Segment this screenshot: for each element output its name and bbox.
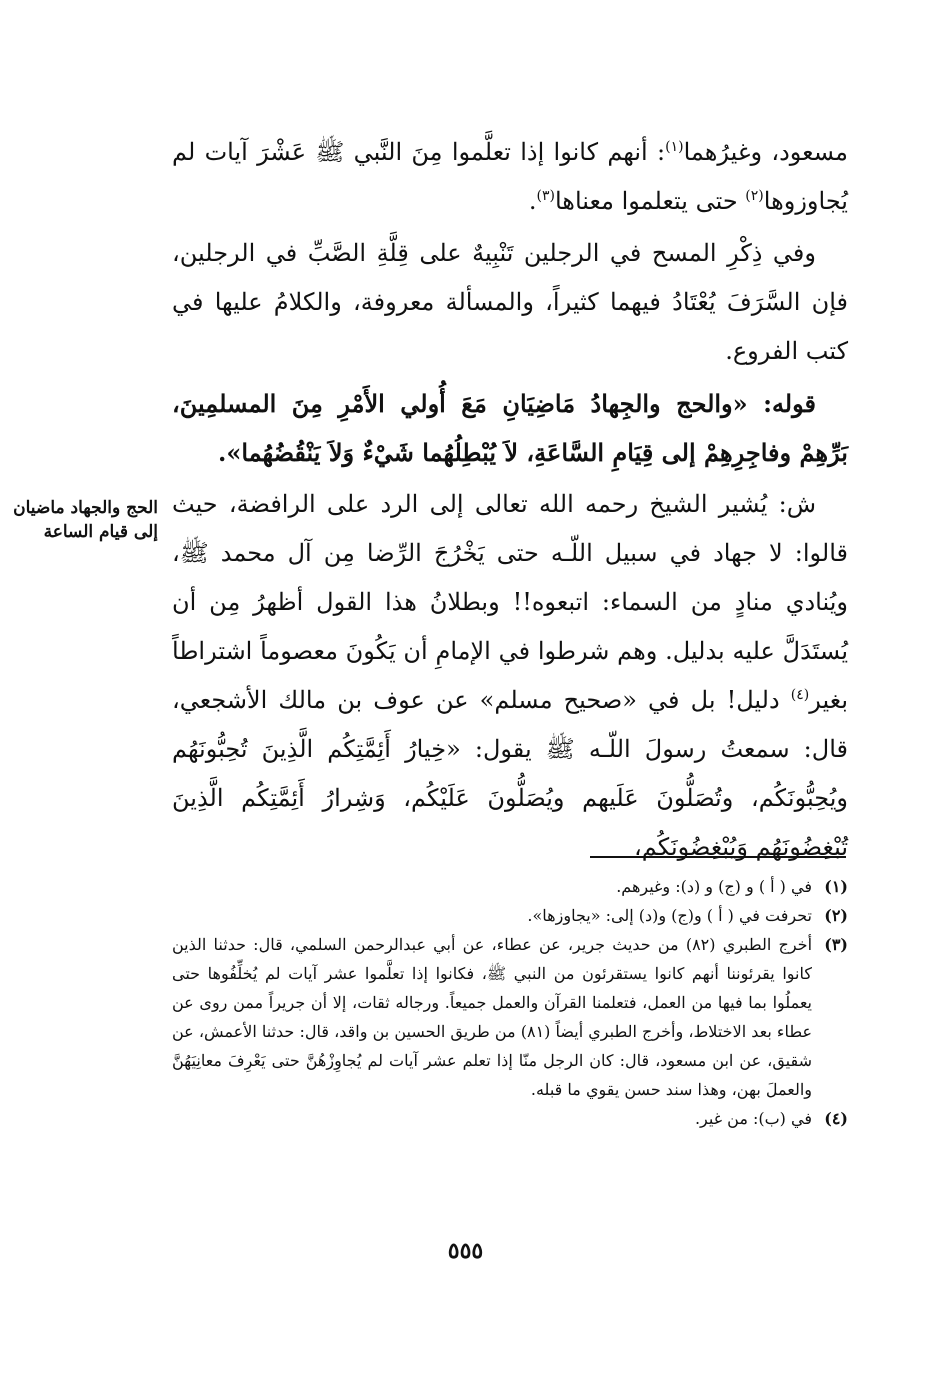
footnotes [172, 872, 848, 1133]
footnote-ref-3[interactable]: (٣) [536, 188, 555, 204]
footnote-number: (١) [824, 877, 848, 896]
text-span: مسعود، وغيرُهما [683, 138, 848, 166]
footnote-text: أخرج الطبري (٨٢) من حديث جرير، عن عطاء، عن أبي عبدالرحمن السلمي، قال: حدثنا الذين كانوا يقرئوننا أنهم كانوا يستقرئون من النبي ﷺ، فكانوا إذا تعلَّموا عشر آيات لم يُخلِّفُوها حتى يعملُوا بما فيها من العمل، فتعلمنا القرآن والعمل جميعاً. ورجاله ثقات، إلا أن جريراً ممن روى عن عطاء بعد الاختلاط، وأخرج الطبري أيضاً (٨١) من طريق الحسين بن واقد، قال: حدثنا الأعمش، عن شقيق، عن ابن مسعود، قال: كان الرجل منّا إذا تعلم عشر آيات لم يُجاوِزْهُنَّ حتى يَعْرِفَ معانِيَهُنَّ والعملَ بهن، وهذا سند حسن يقوي ما قبله. [172, 935, 813, 1099]
margin-heading: الحج والجهاد ماضيان إلى قيام الساعة [13, 498, 158, 542]
main-text [172, 128, 848, 872]
paragraph-4 [172, 480, 848, 872]
text-span: دليل! بل في «صحيح مسلم» عن عوف بن مالك الأشجعي، قال: سمعتُ رسولَ اللّـه ﷺ يقول: «خِيارُ أَئِمَّتِكُم الَّذِينَ تُحِبُّونَهُم ويُحِبُّونَكُم، وتُصَلُّونَ عَلَيهم ويُصَلُّونَ عَلَيْكُم، وَشِرارُ أَئِمَّتِكُم الَّذِينَ تُبْغِضُونَهُم وَيُبْغِضُونَكُم، [172, 686, 848, 861]
footnote-text: في ( أ ) و (ج) و (د): وغيرهم. [616, 877, 812, 896]
text-span: ش: يُشير الشيخ رحمه الله تعالى إلى الرد على الرافضة، حيث قالوا: لا جهاد في سبيل اللّـه حتى يَخْرُجَ الرِّضا مِن آل محمد ﷺ، ويُنادي منادٍ من السماء: اتبعوه!! وبطلانُ هذا القول أظهرُ مِن أن يُستَدَلَّ عليه بدليل. وهم شرطوا في الإمامِ أن يَكُونَ معصوماً اشتراطاً بغير [172, 490, 849, 714]
quote-label: قوله: [747, 389, 816, 418]
text-span: حتى يتعلموا معناها [554, 187, 746, 215]
paragraph-3-quote [172, 379, 848, 477]
footnote-1 [172, 872, 848, 901]
footnote-number: (٢) [824, 906, 848, 925]
footnote-ref-4[interactable]: (٤) [790, 687, 810, 703]
footnote-2 [172, 901, 848, 930]
footnote-number: (٣) [824, 935, 848, 954]
paragraph-1 [172, 128, 848, 226]
page-number: ٥٥٥ [447, 1238, 484, 1264]
footnote-ref-1[interactable]: (١) [665, 139, 684, 155]
footnote-number: (٤) [824, 1109, 848, 1128]
footnote-text: تحرفت في ( أ ) و(ج) و(د) إلى: «يجاوزها». [527, 906, 812, 925]
footnote-text: في (ب): من غير. [694, 1109, 812, 1128]
creed-quote: «والحج والجِهادُ مَاضِيَانِ مَعَ أُولي الأَمْرِ مِنَ المسلمِينَ، بَرِّهِمْ وفاجِرِهِمْ إلى قِيَامِ السَّاعَةِ، لاَ يُبْطِلُهُما شَيْءٌ وَلاَ يَنْقُضُهُما». [172, 389, 848, 467]
footnote-ref-2[interactable]: (٢) [745, 188, 764, 204]
footnote-3 [172, 930, 848, 1104]
text-span: . [528, 187, 537, 215]
paragraph-2: وفي ذِكْرِ المسح في الرجلين تَنْبِيهٌ على قِلَّةِ الصَّبِّ في الرجلين، فإن السَّرَفَ يُعْتَادُ فيهما كثيراً، والمسألة معروفة، والكلامُ عليها في كتب الفروع. [172, 239, 848, 365]
footnote-separator [590, 856, 846, 858]
text-span: : أنهم كانوا إذا تعلَّموا مِنَ النَّبي ﷺ عَشْرَ آيات لم يُجاوزوها [172, 138, 848, 215]
footnote-4 [172, 1104, 848, 1133]
